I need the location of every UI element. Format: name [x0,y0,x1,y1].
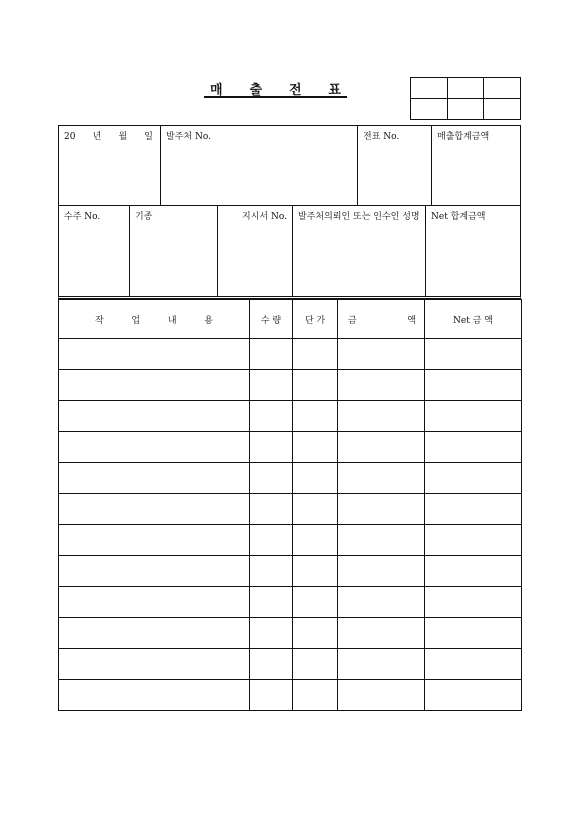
amount-cell[interactable] [338,587,425,618]
net-total-label: Net 합계금액 [431,212,486,222]
date-month-label: 월 [118,132,128,142]
amount-cell[interactable] [338,494,425,525]
stamp-cell[interactable] [484,99,521,120]
work-cell[interactable] [59,680,250,711]
amount-cell[interactable] [338,649,425,680]
work-cell[interactable] [59,401,250,432]
date-year-label: 년 [92,132,102,142]
table-row [59,525,522,556]
net-amount-cell[interactable] [425,494,522,525]
work-cell[interactable] [59,556,250,587]
amount-cell[interactable] [338,370,425,401]
amount-cell[interactable] [338,525,425,556]
column-header-work [59,300,250,339]
qty-cell[interactable] [250,432,293,463]
work-cell[interactable] [59,649,250,680]
instruction-no-field[interactable] [218,206,293,296]
amount-cell[interactable] [338,463,425,494]
table-row [59,370,522,401]
unit-price-cell[interactable] [293,432,338,463]
header-char: 액 [407,315,416,326]
amount-cell[interactable] [338,401,425,432]
amount-cell[interactable] [338,339,425,370]
date-year-prefix: 20 [64,132,76,142]
unit-price-cell[interactable] [293,525,338,556]
net-amount-cell[interactable] [425,401,522,432]
stamp-cell[interactable] [447,78,484,99]
unit-price-cell[interactable] [293,649,338,680]
requester-name-label: 발주처의뢰인 또는 인수인 성명 [298,212,420,222]
document-title [204,80,347,98]
table-row [59,401,522,432]
stamp-cell[interactable] [411,99,448,120]
order-no-field[interactable] [59,206,130,296]
qty-cell[interactable] [250,680,293,711]
qty-cell[interactable] [250,649,293,680]
net-amount-cell[interactable] [425,680,522,711]
items-table [58,299,522,711]
table-row [59,680,522,711]
work-cell[interactable] [59,525,250,556]
unit-price-cell[interactable] [293,339,338,370]
qty-cell[interactable] [250,587,293,618]
instruction-no-label: 지시서 No. [242,212,287,222]
unit-price-cell[interactable] [293,401,338,432]
header-char: 금 [348,315,357,326]
net-total-field[interactable] [426,206,520,296]
header-row-2 [58,205,521,299]
qty-cell[interactable] [250,339,293,370]
requester-name-field[interactable] [293,206,426,296]
model-field[interactable] [130,206,218,296]
qty-cell[interactable] [250,556,293,587]
header-char: 작 [95,315,104,326]
unit-price-cell[interactable] [293,587,338,618]
column-header-unit-price: 단 가 [293,300,338,339]
table-row [59,463,522,494]
amount-cell[interactable] [338,432,425,463]
table-row [59,649,522,680]
date-field[interactable] [59,126,161,205]
net-amount-cell[interactable] [425,587,522,618]
amount-cell[interactable] [338,680,425,711]
qty-cell[interactable] [250,370,293,401]
sales-total-field[interactable] [432,126,520,205]
table-header-row [59,300,522,339]
column-header-qty: 수 량 [250,300,293,339]
model-label: 기종 [135,212,153,222]
slip-no-label: 전표 No. [363,132,400,142]
net-amount-cell[interactable] [425,525,522,556]
header-char: 내 [167,315,177,326]
title-char: 전 [288,82,302,98]
table-row [59,587,522,618]
amount-cell[interactable] [338,618,425,649]
order-no-label: 수주 No. [64,212,101,222]
stamp-cell[interactable] [484,78,521,99]
qty-cell[interactable] [250,463,293,494]
qty-cell[interactable] [250,401,293,432]
table-row [59,432,522,463]
work-cell[interactable] [59,587,250,618]
amount-cell[interactable] [338,556,425,587]
stamp-cell[interactable] [411,78,448,99]
table-row [59,556,522,587]
net-amount-cell[interactable] [425,649,522,680]
qty-cell[interactable] [250,525,293,556]
unit-price-cell[interactable] [293,494,338,525]
sales-total-label: 매출합계금액 [437,132,490,142]
qty-cell[interactable] [250,618,293,649]
work-cell[interactable] [59,618,250,649]
approval-stamp-box [410,77,521,120]
work-cell[interactable] [59,463,250,494]
title-char: 표 [328,82,341,98]
table-row [59,494,522,525]
header-row-1 [58,125,521,206]
net-amount-cell[interactable] [425,432,522,463]
column-header-net-amount: Net 금 액 [425,300,522,339]
unit-price-cell[interactable] [293,463,338,494]
table-row [59,339,522,370]
date-day-label: 일 [144,132,153,142]
table-row [59,618,522,649]
qty-cell[interactable] [250,494,293,525]
header-char: 업 [131,315,141,326]
net-amount-cell[interactable] [425,370,522,401]
work-cell[interactable] [59,432,250,463]
net-amount-cell[interactable] [425,618,522,649]
orderer-no-label: 발주처 No. [166,132,211,142]
work-cell[interactable] [59,370,250,401]
header-char: 용 [204,315,213,326]
unit-price-cell[interactable] [293,618,338,649]
unit-price-cell[interactable] [293,370,338,401]
title-char: 출 [249,82,263,98]
stamp-cell[interactable] [447,99,484,120]
slip-no-field[interactable] [358,126,432,205]
title-char: 매 [210,82,223,98]
unit-price-cell[interactable] [293,680,338,711]
column-header-amount [338,300,425,339]
net-amount-cell[interactable] [425,463,522,494]
orderer-no-field[interactable] [161,126,358,205]
net-amount-cell[interactable] [425,339,522,370]
unit-price-cell[interactable] [293,556,338,587]
net-amount-cell[interactable] [425,556,522,587]
work-cell[interactable] [59,494,250,525]
work-cell[interactable] [59,339,250,370]
